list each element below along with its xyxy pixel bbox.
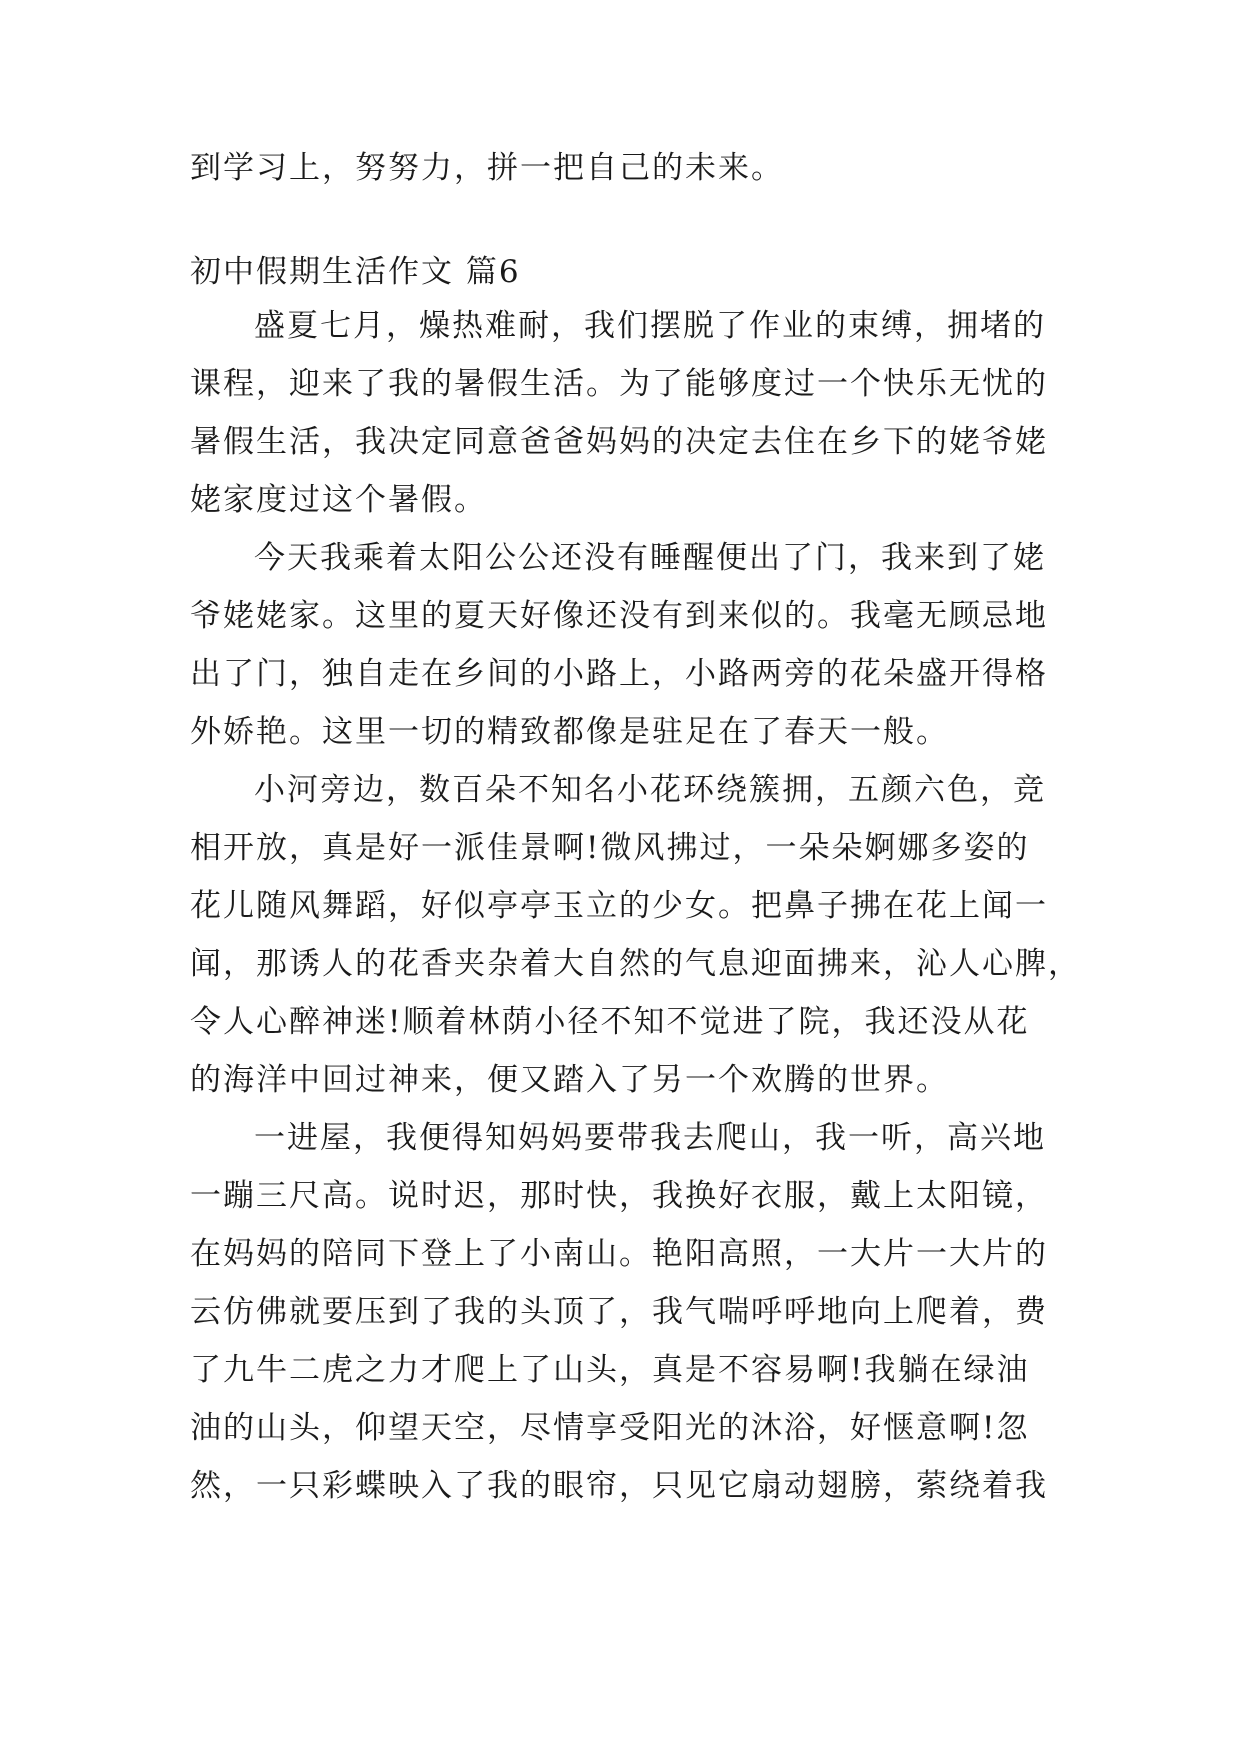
paragraph-line: 了九牛二虎之力才爬上了山头，真是不容易啊!我躺在绿油 — [190, 1352, 1030, 1388]
paragraph-line: 令人心醉神迷!顺着林荫小径不知不觉进了院，我还没从花 — [190, 1004, 1030, 1040]
section-heading: 初中假期生活作文 篇6 — [190, 254, 521, 290]
paragraph-line: 一蹦三尺高。说时迟，那时快，我换好衣服，戴上太阳镜， — [190, 1178, 1048, 1214]
paragraph-line: 暑假生活，我决定同意爸爸妈妈的决定去住在乡下的姥爷姥 — [190, 424, 1048, 460]
paragraph-line: 今天我乘着太阳公公还没有睡醒便出了门，我来到了姥 — [254, 540, 1046, 576]
paragraph-line: 相开放，真是好一派佳景啊!微风拂过，一朵朵婀娜多姿的 — [190, 830, 1030, 866]
paragraph-line: 盛夏七月，燥热难耐，我们摆脱了作业的束缚，拥堵的 — [254, 308, 1046, 344]
paragraph-line: 在妈妈的陪同下登上了小南山。艳阳高照，一大片一大片的 — [190, 1236, 1048, 1272]
paragraph-line: 课程，迎来了我的暑假生活。为了能够度过一个快乐无忧的 — [190, 366, 1048, 402]
paragraph-line: 花儿随风舞蹈，好似亭亭玉立的少女。把鼻子拂在花上闻一 — [190, 888, 1048, 924]
paragraph-line: 闻，那诱人的花香夹杂着大自然的气息迎面拂来，沁人心脾， — [190, 946, 1081, 982]
paragraph-line: 的海洋中回过神来，便又踏入了另一个欢腾的世界。 — [190, 1062, 949, 1098]
paragraph-line: 出了门，独自走在乡间的小路上，小路两旁的花朵盛开得格 — [190, 656, 1048, 692]
paragraph-line: 云仿佛就要压到了我的头顶了，我气喘呼呼地向上爬着，费 — [190, 1294, 1048, 1330]
paragraph-line: 姥家度过这个暑假。 — [190, 482, 487, 518]
paragraph-line: 到学习上，努努力，拼一把自己的未来。 — [190, 150, 784, 186]
paragraph-line: 油的山头，仰望天空，尽情享受阳光的沐浴，好惬意啊!忽 — [190, 1410, 1030, 1446]
paragraph-line: 爷姥姥家。这里的夏天好像还没有到来似的。我毫无顾忌地 — [190, 598, 1048, 634]
paragraph-line: 小河旁边，数百朵不知名小花环绕簇拥，五颜六色，竞 — [254, 772, 1046, 808]
paragraph-line: 一进屋，我便得知妈妈要带我去爬山，我一听，高兴地 — [254, 1120, 1046, 1156]
paragraph-line: 然，一只彩蝶映入了我的眼帘，只见它扇动翅膀，萦绕着我 — [190, 1468, 1048, 1504]
paragraph-line: 外娇艳。这里一切的精致都像是驻足在了春天一般。 — [190, 714, 949, 750]
